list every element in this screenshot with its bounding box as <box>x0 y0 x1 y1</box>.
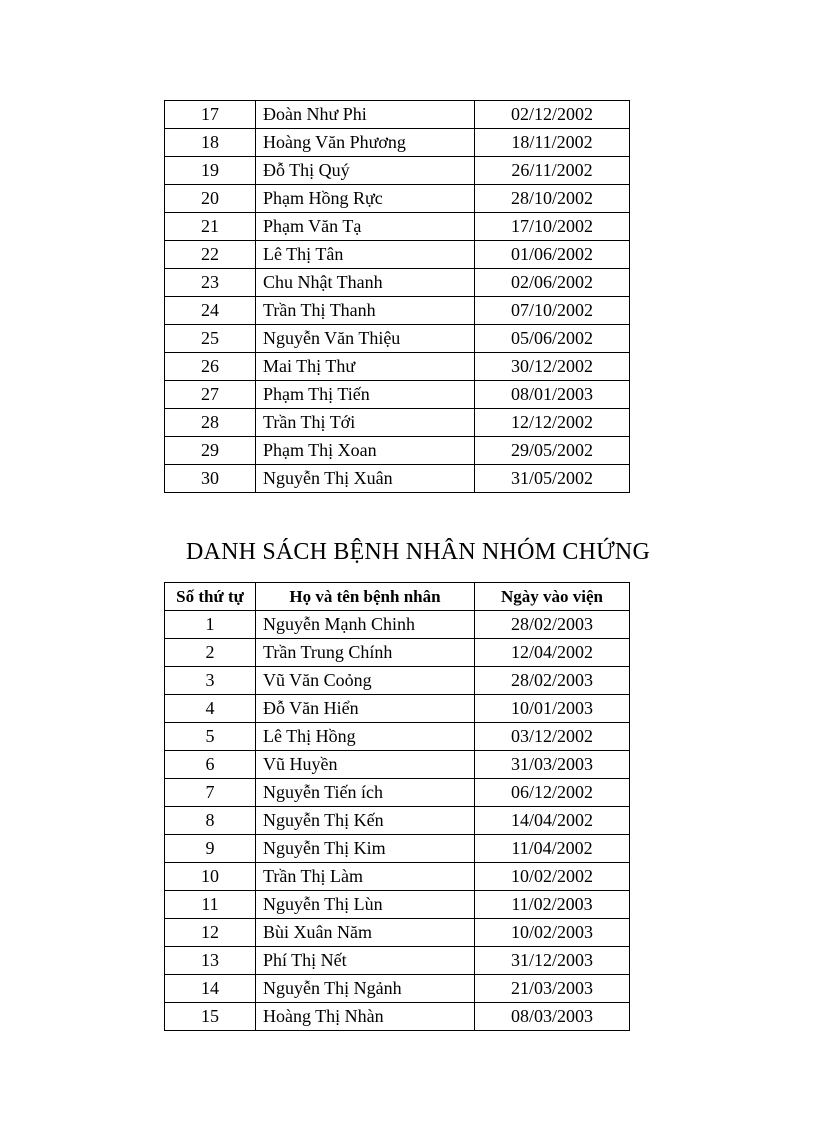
table-row <box>165 1003 630 1031</box>
table-row <box>165 157 630 185</box>
patient-name: Đoàn Như Phi <box>256 101 475 129</box>
table-row <box>165 863 630 891</box>
table-row <box>165 129 630 157</box>
row-number: 1 <box>165 611 256 639</box>
admission-date: 28/02/2003 <box>475 667 630 695</box>
patient-name: Chu Nhật Thanh <box>256 269 475 297</box>
table-row <box>165 465 630 493</box>
admission-date: 14/04/2002 <box>475 807 630 835</box>
patient-name: Đỗ Thị Quý <box>256 157 475 185</box>
admission-date: 11/02/2003 <box>475 891 630 919</box>
table-row <box>165 269 630 297</box>
patient-name: Lê Thị Hồng <box>256 723 475 751</box>
row-number: 19 <box>165 157 256 185</box>
table-row <box>165 241 630 269</box>
admission-date: 06/12/2002 <box>475 779 630 807</box>
table-row <box>165 695 630 723</box>
patient-name: Vũ Huyền <box>256 751 475 779</box>
row-number: 10 <box>165 863 256 891</box>
patient-name: Nguyễn Thị Lùn <box>256 891 475 919</box>
table-row <box>165 947 630 975</box>
table-row <box>165 185 630 213</box>
table-row <box>165 353 630 381</box>
admission-date: 17/10/2002 <box>475 213 630 241</box>
patient-name: Hoàng Văn Phương <box>256 129 475 157</box>
row-number: 29 <box>165 437 256 465</box>
row-number: 26 <box>165 353 256 381</box>
patient-name: Nguyễn Thị Kim <box>256 835 475 863</box>
row-number: 3 <box>165 667 256 695</box>
row-number: 17 <box>165 101 256 129</box>
patient-name: Nguyễn Mạnh Chinh <box>256 611 475 639</box>
admission-date: 30/12/2002 <box>475 353 630 381</box>
table-row <box>165 667 630 695</box>
table-row <box>165 835 630 863</box>
row-number: 22 <box>165 241 256 269</box>
table-row <box>165 723 630 751</box>
header-stt: Số thứ tự <box>165 583 256 611</box>
patient-name: Phạm Thị Tiến <box>256 381 475 409</box>
header-name: Họ và tên bệnh nhân <box>256 583 475 611</box>
row-number: 24 <box>165 297 256 325</box>
row-number: 13 <box>165 947 256 975</box>
patient-table-continued <box>164 100 630 493</box>
row-number: 15 <box>165 1003 256 1031</box>
patient-name: Phạm Văn Tạ <box>256 213 475 241</box>
admission-date: 28/10/2002 <box>475 185 630 213</box>
patient-name: Phạm Thị Xoan <box>256 437 475 465</box>
row-number: 12 <box>165 919 256 947</box>
row-number: 9 <box>165 835 256 863</box>
table-row <box>165 975 630 1003</box>
patient-name: Lê Thị Tân <box>256 241 475 269</box>
row-number: 7 <box>165 779 256 807</box>
row-number: 30 <box>165 465 256 493</box>
admission-date: 08/01/2003 <box>475 381 630 409</box>
table-row <box>165 101 630 129</box>
row-number: 20 <box>165 185 256 213</box>
admission-date: 03/12/2002 <box>475 723 630 751</box>
row-number: 8 <box>165 807 256 835</box>
table-row <box>165 919 630 947</box>
admission-date: 07/10/2002 <box>475 297 630 325</box>
table-row <box>165 751 630 779</box>
admission-date: 29/05/2002 <box>475 437 630 465</box>
patient-name: Phí Thị Nết <box>256 947 475 975</box>
row-number: 21 <box>165 213 256 241</box>
row-number: 4 <box>165 695 256 723</box>
patient-name: Nguyễn Thị Ngảnh <box>256 975 475 1003</box>
patient-name: Nguyễn Tiến ích <box>256 779 475 807</box>
admission-date: 31/05/2002 <box>475 465 630 493</box>
table-row <box>165 325 630 353</box>
row-number: 23 <box>165 269 256 297</box>
row-number: 28 <box>165 409 256 437</box>
admission-date: 10/01/2003 <box>475 695 630 723</box>
table-header-row <box>165 583 630 611</box>
row-number: 6 <box>165 751 256 779</box>
admission-date: 02/06/2002 <box>475 269 630 297</box>
table-row <box>165 213 630 241</box>
patient-name: Trần Thị Tới <box>256 409 475 437</box>
patient-name: Phạm Hồng Rực <box>256 185 475 213</box>
row-number: 11 <box>165 891 256 919</box>
admission-date: 18/11/2002 <box>475 129 630 157</box>
patient-name: Hoàng Thị Nhàn <box>256 1003 475 1031</box>
admission-date: 21/03/2003 <box>475 975 630 1003</box>
patient-name: Bùi Xuân Năm <box>256 919 475 947</box>
admission-date: 10/02/2002 <box>475 863 630 891</box>
patient-name: Trần Thị Thanh <box>256 297 475 325</box>
row-number: 5 <box>165 723 256 751</box>
row-number: 27 <box>165 381 256 409</box>
row-number: 25 <box>165 325 256 353</box>
admission-date: 31/03/2003 <box>475 751 630 779</box>
row-number: 18 <box>165 129 256 157</box>
admission-date: 12/12/2002 <box>475 409 630 437</box>
admission-date: 12/04/2002 <box>475 639 630 667</box>
section-heading: DANH SÁCH BỆNH NHÂN NHÓM CHỨNG <box>186 539 650 565</box>
admission-date: 28/02/2003 <box>475 611 630 639</box>
patient-name: Nguyễn Thị Xuân <box>256 465 475 493</box>
patient-name: Trần Trung Chính <box>256 639 475 667</box>
row-number: 2 <box>165 639 256 667</box>
table-row <box>165 409 630 437</box>
table-row <box>165 891 630 919</box>
admission-date: 11/04/2002 <box>475 835 630 863</box>
patient-name: Nguyễn Thị Kến <box>256 807 475 835</box>
patient-name: Nguyễn Văn Thiệu <box>256 325 475 353</box>
table-row <box>165 807 630 835</box>
patient-name: Đỗ Văn Hiển <box>256 695 475 723</box>
table-row <box>165 437 630 465</box>
admission-date: 26/11/2002 <box>475 157 630 185</box>
patient-name: Trần Thị Làm <box>256 863 475 891</box>
admission-date: 05/06/2002 <box>475 325 630 353</box>
admission-date: 01/06/2002 <box>475 241 630 269</box>
patient-name: Mai Thị Thư <box>256 353 475 381</box>
admission-date: 02/12/2002 <box>475 101 630 129</box>
row-number: 14 <box>165 975 256 1003</box>
admission-date: 31/12/2003 <box>475 947 630 975</box>
admission-date: 08/03/2003 <box>475 1003 630 1031</box>
table-row <box>165 381 630 409</box>
table-row <box>165 611 630 639</box>
table-row <box>165 779 630 807</box>
table-row <box>165 639 630 667</box>
admission-date: 10/02/2003 <box>475 919 630 947</box>
patient-name: Vũ Văn Coỏng <box>256 667 475 695</box>
header-date: Ngày vào viện <box>475 583 630 611</box>
control-group-table <box>164 582 630 1031</box>
table-row <box>165 297 630 325</box>
